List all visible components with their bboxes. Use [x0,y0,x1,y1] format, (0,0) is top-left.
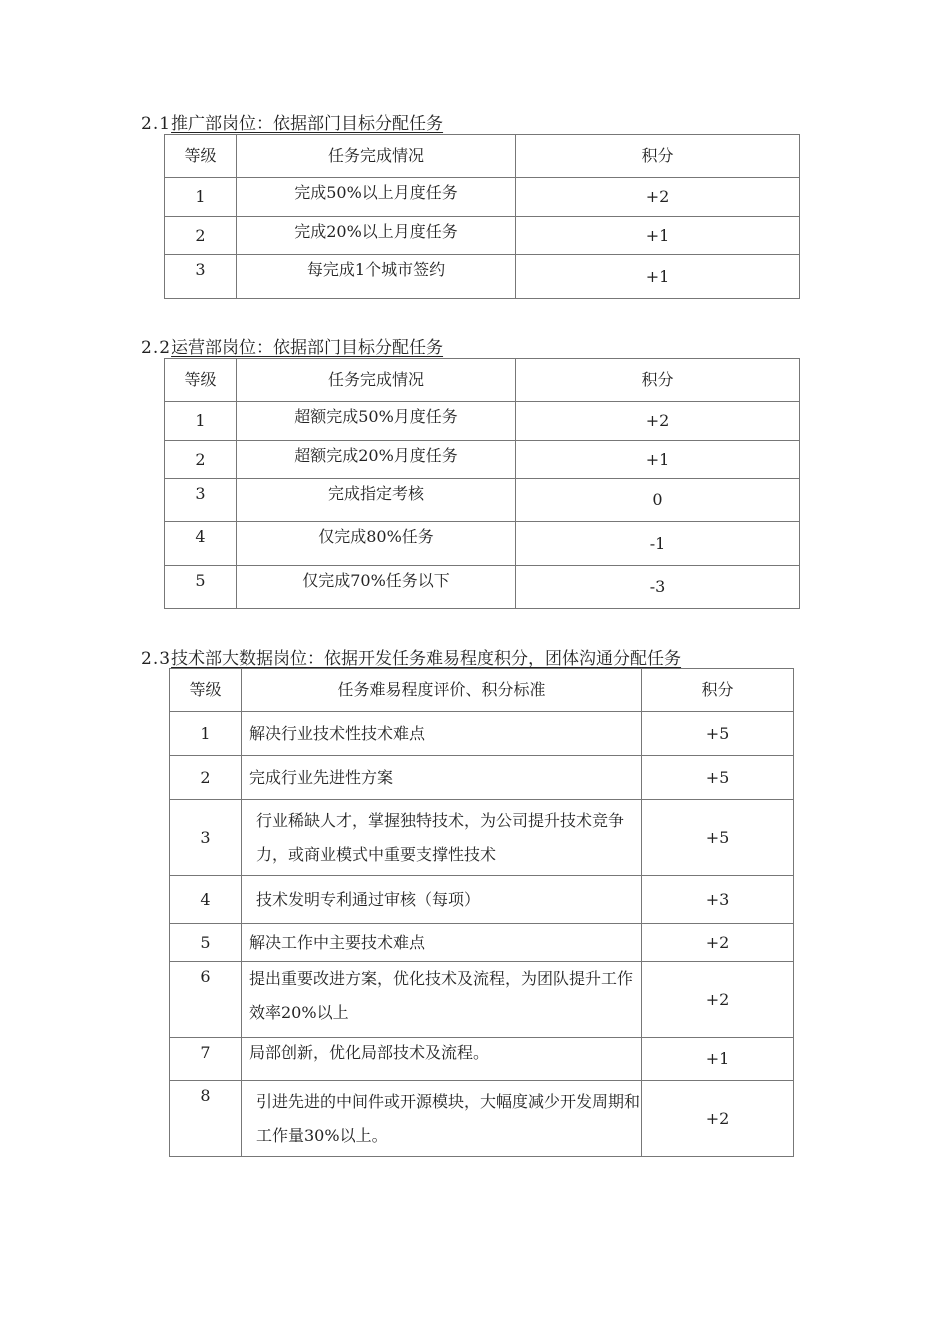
row-level: 2 [165,441,237,479]
row-score: +5 [642,800,794,876]
header-score: 积分 [516,359,800,402]
row-level: 3 [165,255,237,299]
table-row [165,255,800,299]
table-row [165,178,800,217]
row-task: 超额完成20%月度任务 [237,441,516,479]
table-tech-bigdata [169,668,794,1157]
row-task: 完成行业先进性方案 [242,756,642,800]
section-title: 推广部岗位：依据部门目标分配任务 [171,114,444,134]
row-level: 8 [170,1081,242,1157]
row-task: 行业稀缺人才，掌握独特技术，为公司提升技术竞争力，或商业模式中重要支撑性技术 [242,800,642,876]
table-row [170,962,794,1038]
row-task: 超额完成50%月度任务 [237,402,516,441]
row-score: +1 [642,1038,794,1081]
row-level: 3 [165,479,237,522]
row-task: 解决行业技术性技术难点 [242,712,642,756]
row-level: 6 [170,962,242,1038]
row-level: 3 [170,800,242,876]
row-task: 局部创新，优化局部技术及流程。 [242,1038,642,1081]
row-score: +5 [642,712,794,756]
row-level: 5 [165,566,237,609]
row-score: -1 [516,522,800,566]
header-task: 任务完成情况 [237,359,516,402]
row-score: -3 [516,566,800,609]
row-task: 每完成1个城市签约 [237,255,516,299]
table-operations [164,358,800,609]
row-level: 1 [165,178,237,217]
row-level: 2 [165,217,237,255]
header-score: 积分 [642,669,794,712]
row-score: +5 [642,756,794,800]
table-promotion [164,134,800,299]
header-task: 任务完成情况 [237,135,516,178]
row-score: +2 [642,962,794,1038]
table-header-row [165,135,800,178]
table-header-row [165,359,800,402]
table-row [170,756,794,800]
row-task: 提出重要改进方案，优化技术及流程，为团队提升工作效率20%以上 [242,962,642,1038]
row-score: +3 [642,876,794,924]
table-header-row [170,669,794,712]
row-score: +1 [516,255,800,299]
row-level: 4 [165,522,237,566]
row-task: 技术发明专利通过审核（每项） [242,876,642,924]
row-level: 7 [170,1038,242,1081]
row-score: +2 [516,402,800,441]
row-level: 1 [170,712,242,756]
row-task: 完成指定考核 [237,479,516,522]
table-row [165,441,800,479]
row-level: 1 [165,402,237,441]
row-task: 完成20%以上月度任务 [237,217,516,255]
section-heading-2-3 [141,649,681,669]
section-heading-2-2 [141,338,443,358]
table-row [165,217,800,255]
section-heading-2-1 [141,114,443,134]
section-title: 运营部岗位：依据部门目标分配任务 [171,338,444,358]
row-score: +1 [516,217,800,255]
table-row [165,402,800,441]
table-row [170,712,794,756]
table-row [170,800,794,876]
table-row [170,924,794,962]
row-score: +2 [642,924,794,962]
table-row [165,522,800,566]
table-row [165,479,800,522]
header-level: 等级 [170,669,242,712]
section-number: 2.1 [141,114,172,134]
row-task: 解决工作中主要技术难点 [242,924,642,962]
table-row [170,1081,794,1157]
row-score: +2 [642,1081,794,1157]
row-score: 0 [516,479,800,522]
row-task: 仅完成80%任务 [237,522,516,566]
header-level: 等级 [165,135,237,178]
row-level: 2 [170,756,242,800]
table-row [170,876,794,924]
section-number: 2.2 [141,338,172,358]
table-row [170,1038,794,1081]
header-task: 任务难易程度评价、积分标准 [242,669,642,712]
row-level: 4 [170,876,242,924]
row-task: 仅完成70%任务以下 [237,566,516,609]
row-task: 引进先进的中间件或开源模块，大幅度减少开发周期和工作量30%以上。 [242,1081,642,1157]
header-level: 等级 [165,359,237,402]
row-score: +1 [516,441,800,479]
section-number: 2.3 [141,649,172,669]
row-level: 5 [170,924,242,962]
table-row [165,566,800,609]
row-score: +2 [516,178,800,217]
header-score: 积分 [516,135,800,178]
section-title: 技术部大数据岗位：依据开发任务难易程度积分，团体沟通分配任务 [171,649,682,669]
row-task: 完成50%以上月度任务 [237,178,516,217]
